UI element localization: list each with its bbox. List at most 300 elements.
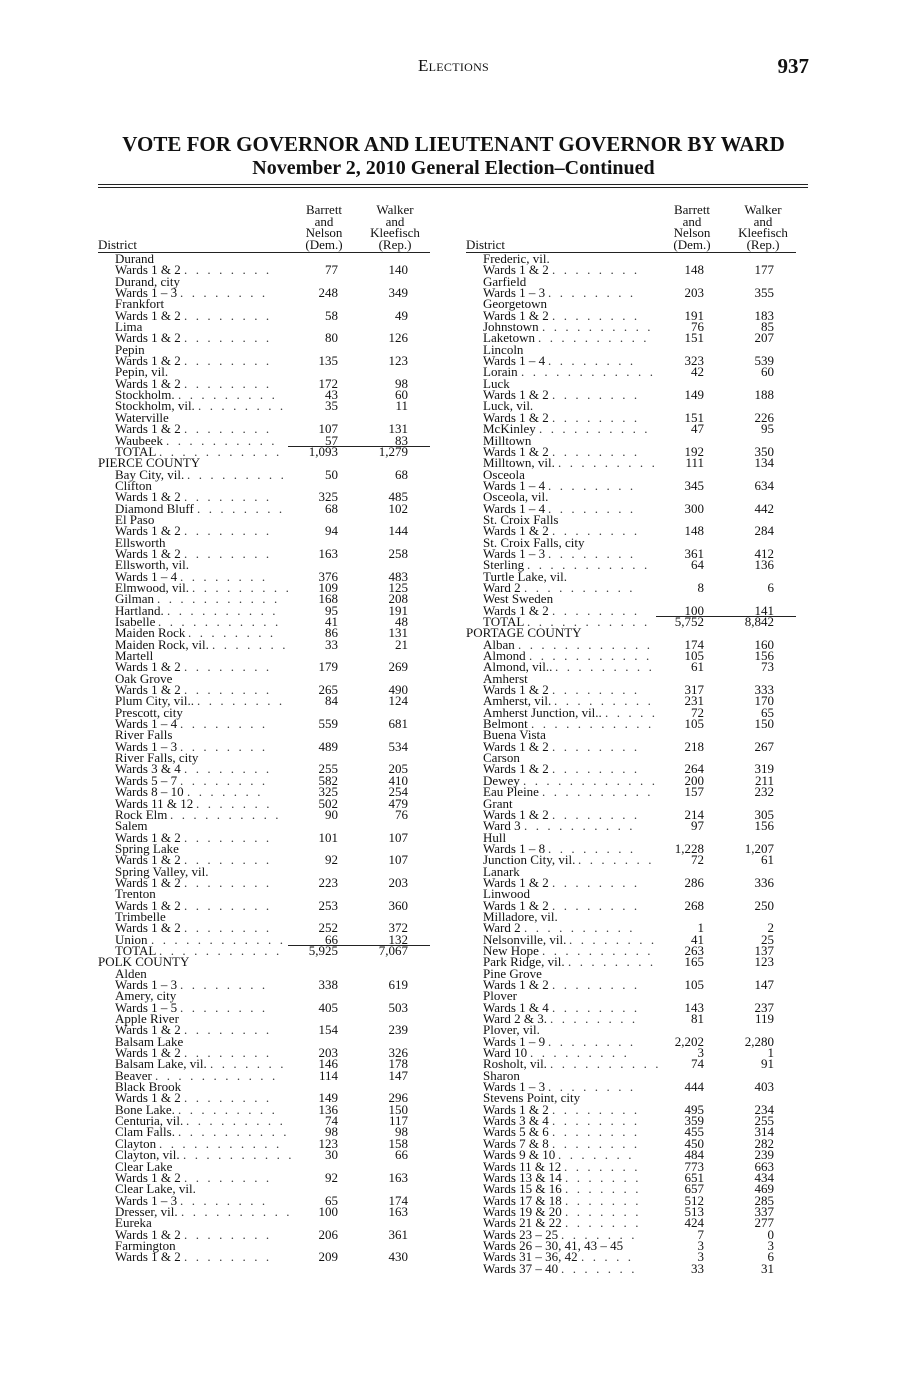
row-label: Apple River <box>115 1011 179 1027</box>
dem-votes: 286 <box>684 874 704 890</box>
rep-votes: 410 <box>388 772 408 788</box>
row-label: Wards 26 – 30, 41, 43 – 45 <box>483 1237 624 1253</box>
row-label: Wards 1 & 2 <box>115 262 181 278</box>
dem-votes: 253 <box>318 897 338 913</box>
rep-votes: 1,207 <box>744 840 774 856</box>
rep-votes: 98 <box>395 375 408 391</box>
dem-votes: 105 <box>684 977 704 992</box>
leader-dots: . . . . . . . . <box>552 977 640 992</box>
leader-dots: . . . . . . . . <box>197 693 285 709</box>
left-column <box>98 197 430 1263</box>
row-label: Lorain <box>483 364 518 380</box>
rep-votes: 125 <box>388 579 408 595</box>
row-label: Wards 1 & 2 <box>115 897 181 913</box>
dem-header: Barrett and Nelson (Dem.) <box>673 202 711 252</box>
rep-votes: 211 <box>754 772 774 788</box>
row-label: POLK COUNTY <box>98 954 190 970</box>
leader-dots: . . . . . . . . <box>548 477 636 493</box>
ward-row <box>98 307 430 323</box>
rep-votes: 60 <box>761 364 774 380</box>
row-label: Clear Lake <box>115 1158 173 1174</box>
row-label: Spring Valley, vil. <box>115 863 209 879</box>
row-label: Osceola, vil. <box>483 489 549 505</box>
row-label: Luck <box>483 375 510 391</box>
leader-dots: . . . . . . . . <box>188 625 276 641</box>
title-rule <box>98 187 808 188</box>
rep-votes: 3 <box>767 1237 774 1253</box>
leader-dots: . . . . . . . . <box>180 772 268 788</box>
rep-votes: 178 <box>388 1056 408 1072</box>
leader-dots: . . . . . . . <box>212 636 289 652</box>
dem-votes: 100 <box>318 1203 338 1219</box>
rep-votes: 634 <box>754 477 774 493</box>
leader-dots: . . . . . . . . . . . . <box>151 931 286 947</box>
rep-votes: 83 <box>395 432 408 448</box>
rep-votes: 434 <box>754 1169 774 1185</box>
dem-votes: 265 <box>318 682 338 698</box>
total-rule <box>288 446 430 447</box>
rep-votes: 234 <box>754 1101 774 1117</box>
row-label: Oak Grove <box>115 670 173 686</box>
rep-votes: 188 <box>754 387 774 403</box>
dem-votes: 424 <box>684 1215 704 1231</box>
district-row <box>466 364 796 380</box>
rep-votes: 6 <box>767 579 774 595</box>
dem-votes: 192 <box>684 443 704 459</box>
leader-dots: . . . . . . . <box>561 1260 638 1276</box>
dem-votes: 268 <box>684 897 704 913</box>
dem-votes: 191 <box>684 307 704 323</box>
row-label: Wards 17 & 18 <box>483 1192 562 1208</box>
row-label: Wards 15 & 16 <box>483 1181 562 1197</box>
rep-votes: 1,279 <box>378 443 408 459</box>
district-header: District <box>98 236 137 252</box>
row-label: Almond <box>483 648 526 664</box>
dem-votes: 209 <box>318 1249 338 1265</box>
row-label: Dresser, vil. <box>115 1203 178 1219</box>
row-label: Trenton <box>115 886 156 902</box>
dem-votes: 252 <box>318 920 338 936</box>
row-label: St. Croix Falls <box>483 511 559 527</box>
dem-votes: 323 <box>684 353 704 369</box>
dem-votes: 3 <box>697 1237 704 1253</box>
row-label: Wards 21 & 22 <box>483 1215 562 1231</box>
row-label: Beaver <box>115 1067 152 1083</box>
dem-votes: 223 <box>318 874 338 890</box>
leader-dots: . . . . . . . . . . . <box>157 591 280 607</box>
leader-dots: . . . . . . . <box>565 1192 642 1208</box>
rep-votes: 191 <box>388 602 408 618</box>
dem-votes: 72 <box>691 852 704 868</box>
row-label: Waterville <box>115 409 169 425</box>
row-label: Wards 1 & 2 <box>483 523 549 539</box>
rep-votes: 479 <box>388 795 408 811</box>
row-label: Junction City, vil. <box>483 852 576 868</box>
leader-dots: . . . . . . . . <box>548 285 636 301</box>
row-label: Wards 1 & 2 <box>115 874 181 890</box>
row-label: River Falls <box>115 727 173 743</box>
row-label: Eau Pleine <box>483 784 539 800</box>
row-label: Georgetown <box>483 296 548 312</box>
rep-votes: 21 <box>395 636 408 652</box>
rep-votes: 360 <box>388 897 408 913</box>
leader-dots: . . . . . . . . <box>184 545 272 561</box>
row-label: Wards 1 & 2 <box>115 829 181 845</box>
leader-dots: . . . . . . . . <box>552 738 640 754</box>
dem-votes: 76 <box>691 319 704 335</box>
row-label: Wards 1 – 4 <box>483 500 546 516</box>
row-label: Gilman <box>115 591 154 607</box>
dem-votes: 148 <box>684 262 704 278</box>
rep-votes: 91 <box>761 1056 774 1072</box>
row-label: Wards 1 – 3 <box>115 285 178 301</box>
rep-votes: 205 <box>388 761 408 777</box>
row-label: Stockholm, vil. <box>115 398 195 414</box>
row-label: PORTAGE COUNTY <box>466 625 582 641</box>
rep-votes: 183 <box>754 307 774 323</box>
leader-dots: . . . . . . . . <box>184 897 272 913</box>
district-row <box>466 784 796 800</box>
row-label: New Hope <box>483 942 539 958</box>
dem-votes: 30 <box>325 1147 338 1163</box>
row-label: Stevens Point, city <box>483 1090 581 1106</box>
dem-votes: 361 <box>684 545 704 561</box>
row-label: River Falls, city <box>115 750 199 766</box>
row-label: Buena Vista <box>483 727 546 743</box>
row-label: Durand <box>115 251 154 266</box>
dem-votes: 58 <box>325 307 338 323</box>
leader-dots: . . . . . . . . . . <box>542 784 654 800</box>
row-label: Wards 1 & 2 <box>115 353 181 369</box>
row-label: Sterling <box>483 557 525 573</box>
leader-dots: . . . . . . . . <box>184 1045 272 1061</box>
dem-votes: 2,202 <box>674 1033 704 1049</box>
row-label: Wards 1 – 4 <box>483 353 546 369</box>
leader-dots: . . . . . . . . . . <box>550 1056 662 1072</box>
dem-votes: 512 <box>684 1192 704 1208</box>
leader-dots: . . . . . . . . <box>548 500 636 516</box>
leader-dots: . . . . . . . . . . . <box>159 443 282 459</box>
row-label: Wards 1 & 2 <box>483 761 549 777</box>
dem-votes: 165 <box>684 954 704 970</box>
rep-votes: 163 <box>388 1203 408 1219</box>
leader-dots: . . . . . . . <box>558 1147 635 1163</box>
rep-votes: 2,280 <box>744 1033 774 1049</box>
row-label: Wards 31 – 36, 42 <box>483 1249 578 1265</box>
dem-votes: 317 <box>684 682 704 698</box>
rep-votes: 158 <box>388 1135 408 1151</box>
row-label: Wards 23 – 25 <box>483 1226 559 1242</box>
row-label: Wards 1 – 4 <box>115 568 178 584</box>
dem-votes: 206 <box>318 1226 338 1242</box>
rep-votes: 314 <box>754 1124 774 1140</box>
dem-votes: 651 <box>684 1169 704 1185</box>
row-label: Ellsworth <box>115 534 166 550</box>
leader-dots: . . . . . . . . <box>552 602 640 618</box>
dem-votes: 444 <box>684 1079 704 1095</box>
rep-votes: 7,067 <box>378 942 408 958</box>
row-label: St. Croix Falls, city <box>483 534 585 550</box>
dem-votes: 582 <box>318 772 338 788</box>
row-label: Laketown <box>483 330 535 346</box>
dem-votes: 77 <box>325 262 338 278</box>
dem-votes: 92 <box>325 1169 338 1185</box>
leader-dots: . . . . . . . . <box>184 1169 272 1185</box>
rep-votes: 232 <box>754 784 774 800</box>
dem-votes: 74 <box>325 1113 338 1129</box>
leader-dots: . . . . . . . . <box>184 262 272 278</box>
row-label: Wards 1 & 4 <box>483 999 549 1015</box>
rep-votes: 156 <box>754 648 774 664</box>
right-rows <box>466 253 796 1274</box>
dem-votes: 41 <box>325 614 338 629</box>
leader-dots: . . . . . . . . <box>552 1113 640 1129</box>
left-rows <box>98 253 430 1263</box>
leader-dots: . . . . . . . . . . . . <box>518 636 653 652</box>
rep-votes: 469 <box>754 1181 774 1197</box>
dem-votes: 33 <box>325 636 338 652</box>
rep-votes: 285 <box>754 1192 774 1208</box>
rep-votes: 147 <box>388 1067 408 1083</box>
dem-votes: 657 <box>684 1181 704 1197</box>
leader-dots: . . . . . . . <box>564 1158 641 1174</box>
rep-votes: 170 <box>754 693 774 709</box>
leader-dots: . . . . . . . . . . . . <box>523 772 658 788</box>
leader-dots: . . . . . . . . . <box>192 579 292 595</box>
row-label: Wards 1 & 2 <box>483 874 549 890</box>
row-label: Wards 3 & 4 <box>115 761 181 777</box>
leader-dots: . . . . . . . . <box>184 1249 272 1265</box>
leader-dots: . . . . . . . . <box>552 1101 640 1117</box>
dem-votes: 218 <box>684 738 704 754</box>
row-label: McKinley <box>483 421 536 437</box>
leader-dots: . . . . . . . . <box>184 874 272 890</box>
leader-dots: . . . . . . . . <box>180 716 268 732</box>
rep-votes: 430 <box>388 1249 408 1265</box>
row-label: Wards 9 & 10 <box>483 1147 556 1163</box>
rep-votes: 2 <box>767 920 774 936</box>
row-label: Frederic, vil. <box>483 251 550 266</box>
leader-dots: . . . . . . . . <box>548 1079 636 1095</box>
row-label: Garfield <box>483 273 527 289</box>
dem-votes: 502 <box>318 795 338 811</box>
dem-votes: 5,925 <box>308 942 338 958</box>
rep-votes: 333 <box>754 682 774 698</box>
rep-votes: 226 <box>754 409 774 425</box>
dem-votes: 97 <box>691 818 704 834</box>
dem-votes: 98 <box>325 1124 338 1140</box>
leader-dots: . . . . . . . . . . . <box>531 716 654 732</box>
row-label: TOTAL <box>483 614 525 629</box>
rep-votes: 6 <box>767 1249 774 1265</box>
ward-row <box>466 1260 796 1276</box>
leader-dots: . . . . . . . <box>578 852 655 868</box>
leader-dots: . . . . . . . <box>565 1181 642 1197</box>
column-header <box>98 197 430 252</box>
row-label: Wards 1 – 3 <box>483 1079 546 1095</box>
rep-votes: 66 <box>395 1147 408 1163</box>
leader-dots: . . . . . . . . . . <box>181 1203 293 1219</box>
leader-dots: . . . . . . . . . . . <box>159 942 282 958</box>
leader-dots: . . . . . . . <box>196 795 273 811</box>
row-label: Wards 1 & 2 <box>115 1090 181 1106</box>
row-label: Wards 1 & 2 <box>483 602 549 618</box>
row-label: Martell <box>115 648 154 664</box>
rep-votes: 31 <box>761 1260 774 1276</box>
leader-dots: . . . . . . . . <box>569 931 657 947</box>
dem-votes: 72 <box>691 704 704 720</box>
row-label: Wards 1 & 2 <box>115 307 181 323</box>
leader-dots: . . . . . . . . <box>552 897 640 913</box>
leader-dots: . . . . . . . . <box>184 421 272 437</box>
dem-votes: 66 <box>325 931 338 947</box>
rep-header: Walker and Kleefisch (Rep.) <box>370 202 420 252</box>
row-label: Wards 1 & 2 <box>115 489 181 505</box>
rep-votes: 132 <box>388 931 408 947</box>
rep-votes: 277 <box>754 1215 774 1231</box>
leader-dots: . . . . . . . . <box>184 353 272 369</box>
row-label: Grant <box>483 795 513 811</box>
leader-dots: . . . . . . . . <box>552 999 640 1015</box>
leader-dots: . . . . . . . . . . <box>524 579 636 595</box>
row-label: Wards 1 & 2 <box>115 545 181 561</box>
leader-dots: . . . . . . . . <box>552 409 640 425</box>
dem-votes: 149 <box>318 1090 338 1106</box>
leader-dots: . . . . . . . . . . . . <box>521 364 656 380</box>
right-column <box>466 197 796 1274</box>
row-label: Elmwood, vil. <box>115 579 190 595</box>
rep-votes: 305 <box>754 806 774 822</box>
leader-dots: . . . . . . . . . . <box>538 330 650 346</box>
dem-votes: 7 <box>697 1226 704 1242</box>
leader-dots: . . . . . . . . <box>180 285 268 301</box>
leader-dots: . . . . . . . . <box>184 829 272 845</box>
leader-dots: . . . . . . . . <box>552 1124 640 1140</box>
rep-votes: 681 <box>388 716 408 732</box>
row-label: Wards 5 – 7 <box>115 772 178 788</box>
rep-votes: 65 <box>761 704 774 720</box>
row-label: Wards 1 & 2 <box>115 1169 181 1185</box>
leader-dots: . . . . . . . . <box>180 568 268 584</box>
leader-dots: . . . . . <box>605 704 658 720</box>
row-label: Wards 1 & 2 <box>115 1022 181 1038</box>
row-label: Wards 37 – 40 <box>483 1260 559 1276</box>
row-label: Wards 13 & 14 <box>483 1169 562 1185</box>
leader-dots: . . . . . . . . . . <box>524 818 636 834</box>
row-label: Bay City, vil. <box>115 466 185 482</box>
row-label: Wards 1 & 2 <box>483 387 549 403</box>
dem-votes: 61 <box>691 659 704 675</box>
row-label: Clear Lake, vil. <box>115 1181 196 1197</box>
row-label: Wards 1 – 5 <box>115 999 178 1015</box>
dem-votes: 101 <box>318 829 338 845</box>
dem-votes: 148 <box>684 523 704 539</box>
leader-dots: . . . . . . . . <box>568 954 656 970</box>
row-label: Wards 1 & 2 <box>115 1226 181 1242</box>
row-label: Alden <box>115 965 147 981</box>
row-label: Wards 1 – 3 <box>115 977 178 992</box>
row-label: Almond, vil.. <box>483 659 553 675</box>
leader-dots: . . . . . . . . . . <box>167 602 279 618</box>
rep-votes: 150 <box>754 716 774 732</box>
dem-votes: 168 <box>318 591 338 607</box>
rep-votes: 140 <box>388 262 408 278</box>
leader-dots: . . . . . . . . <box>552 1135 640 1151</box>
leader-dots: . . . . . . . <box>565 1203 642 1219</box>
dem-votes: 264 <box>684 761 704 777</box>
row-label: Eureka <box>115 1215 152 1231</box>
rep-votes: 534 <box>388 738 408 754</box>
dem-votes: 94 <box>325 523 338 539</box>
row-label: Diamond Bluff <box>115 500 194 516</box>
leader-dots: . . . . . . . <box>187 784 264 800</box>
leader-dots: . . . . . . . . . . <box>166 432 278 448</box>
county-heading <box>98 954 430 970</box>
row-label: Plover <box>483 988 517 1004</box>
ward-row <box>98 330 430 346</box>
dem-votes: 359 <box>684 1113 704 1129</box>
rep-votes: 61 <box>761 852 774 868</box>
row-label: Plover, vil. <box>483 1022 540 1038</box>
dem-votes: 154 <box>318 1022 338 1038</box>
dem-votes: 50 <box>325 466 338 482</box>
row-label: West Sweden <box>483 591 554 607</box>
rep-votes: 136 <box>754 557 774 573</box>
row-label: TOTAL <box>115 942 157 958</box>
dem-votes: 41 <box>691 931 704 947</box>
dem-header: Barrett and Nelson (Dem.) <box>305 202 343 252</box>
leader-dots: . . . . . . . . <box>197 500 285 516</box>
leader-dots: . . . . . . . . <box>552 761 640 777</box>
dem-votes: 484 <box>684 1147 704 1163</box>
dem-votes: 135 <box>318 353 338 369</box>
row-label: Wards 1 & 2 <box>115 375 181 391</box>
rep-votes: 282 <box>754 1135 774 1151</box>
rep-votes: 203 <box>388 874 408 890</box>
rep-votes: 372 <box>388 920 408 936</box>
rep-votes: 269 <box>388 659 408 675</box>
leader-dots: . . . . . . . . <box>180 1192 268 1208</box>
row-label: Milltown <box>483 432 532 448</box>
row-label: Wards 1 & 2 <box>483 897 549 913</box>
rep-votes: 619 <box>388 977 408 992</box>
rep-votes: 239 <box>754 1147 774 1163</box>
dem-votes: 80 <box>325 330 338 346</box>
row-label: Clayton, vil. <box>115 1147 180 1163</box>
row-label: Waubeek <box>115 432 164 448</box>
row-label: Wards 1 & 2 <box>115 852 181 868</box>
dem-votes: 84 <box>325 693 338 709</box>
rep-votes: 117 <box>388 1113 408 1129</box>
rep-votes: 337 <box>754 1203 774 1219</box>
table-subtitle: November 2, 2010 General Election–Continued <box>252 157 655 179</box>
row-label: Wards 1 & 2 <box>483 977 549 992</box>
leader-dots: . . . . . . . . <box>184 761 272 777</box>
leader-dots: . . . . . . . . . . . <box>158 614 281 629</box>
dem-votes: 157 <box>684 784 704 800</box>
leader-dots: . . . . . . . . <box>184 523 272 539</box>
row-label: Wards 1 – 3 <box>115 1192 178 1208</box>
dem-votes: 203 <box>318 1045 338 1061</box>
rep-votes: 123 <box>388 353 408 369</box>
rep-votes: 11 <box>395 398 408 414</box>
leader-dots: . . . . . . . . <box>198 398 286 414</box>
row-label: El Paso <box>115 511 155 527</box>
row-label: Amherst <box>483 670 528 686</box>
leader-dots: . . . . . . . . <box>550 1011 638 1027</box>
dem-votes: 325 <box>318 489 338 505</box>
dem-votes: 1,093 <box>308 443 338 459</box>
